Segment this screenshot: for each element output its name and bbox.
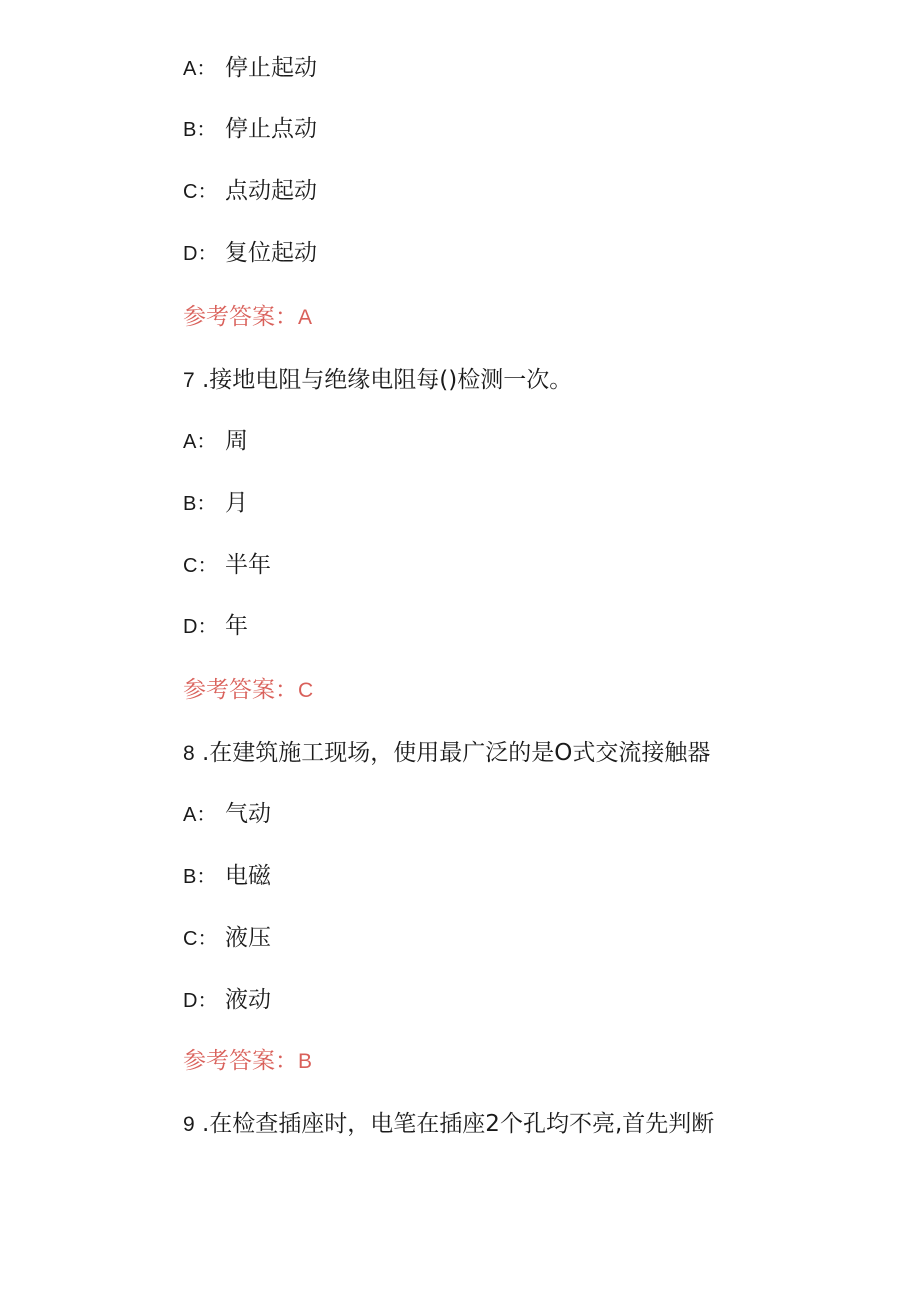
option-c — [183, 923, 271, 954]
answer-label: 参考答案： — [183, 304, 298, 330]
answer-label: 参考答案： — [183, 677, 298, 703]
option-b — [183, 861, 271, 892]
option-c — [183, 176, 317, 207]
option-key: D： — [183, 616, 218, 638]
question-text: .接地电阻与绝缘电阻每()检测一次。 — [194, 367, 573, 393]
option-b — [183, 114, 317, 145]
option-text: 液动 — [225, 987, 271, 1013]
answer-label: 参考答案： — [183, 1048, 298, 1074]
option-a — [183, 426, 248, 457]
option-text: 停止点动 — [225, 116, 317, 142]
answer-value: A — [298, 306, 313, 329]
option-key: C： — [183, 181, 218, 203]
option-text: 月 — [225, 490, 248, 516]
option-key: B： — [183, 493, 217, 515]
answer-value: C — [298, 679, 314, 702]
option-key: D： — [183, 990, 218, 1012]
answer-line — [183, 1046, 312, 1077]
option-a — [183, 799, 271, 830]
option-key: D： — [183, 243, 218, 265]
answer-line — [183, 675, 313, 706]
question-number: 8 — [183, 742, 195, 765]
answer-line — [183, 302, 312, 333]
option-d — [183, 611, 248, 642]
option-key: A： — [183, 431, 217, 453]
option-key: B： — [183, 119, 217, 141]
option-key: C： — [183, 928, 218, 950]
question-7 — [183, 365, 572, 396]
question-text: .在建筑施工现场，使用最广泛的是O式交流接触器 — [194, 740, 711, 766]
option-text: 液压 — [225, 925, 271, 951]
option-text: 电磁 — [225, 863, 271, 889]
option-text: 气动 — [225, 801, 271, 827]
option-a — [183, 53, 317, 84]
option-c — [183, 550, 271, 581]
question-text: .在检查插座时，电笔在插座2个孔均不亮,首先判断 — [194, 1111, 715, 1137]
answer-value: B — [298, 1050, 313, 1073]
option-text: 年 — [225, 613, 248, 639]
option-d — [183, 985, 271, 1016]
option-text: 周 — [225, 428, 248, 454]
option-d — [183, 238, 317, 269]
option-text: 复位起动 — [225, 240, 317, 266]
question-9 — [183, 1109, 714, 1140]
option-text: 点动起动 — [225, 178, 317, 204]
option-key: B： — [183, 866, 217, 888]
question-8 — [183, 738, 710, 769]
option-b — [183, 488, 248, 519]
question-number: 9 — [183, 1113, 195, 1136]
option-text: 停止起动 — [225, 55, 317, 81]
option-key: A： — [183, 58, 217, 80]
option-key: C： — [183, 555, 218, 577]
option-key: A： — [183, 804, 217, 826]
question-number: 7 — [183, 369, 195, 392]
option-text: 半年 — [225, 552, 271, 578]
